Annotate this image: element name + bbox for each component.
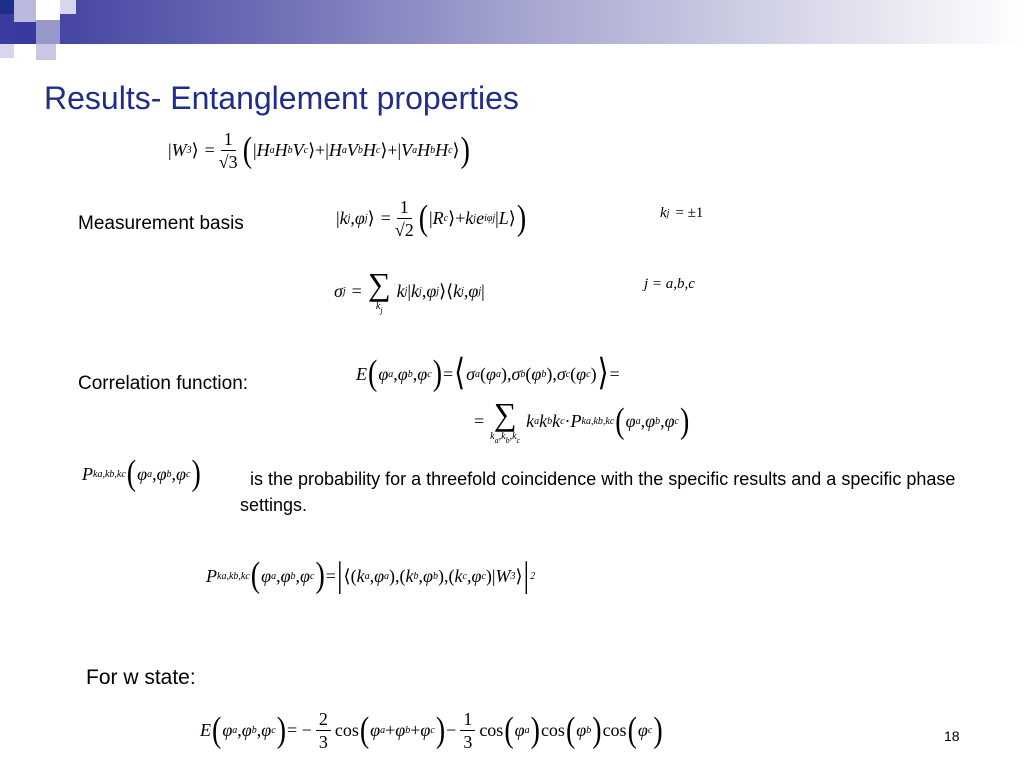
- correlation-function-label: Correlation function:: [78, 373, 249, 394]
- equation-kj: k j = ±1: [660, 205, 704, 221]
- page-number: 18: [944, 728, 960, 744]
- decorative-squares: [0, 0, 90, 70]
- equation-w-state-correlation: E ( φ a , φ b , φ c ) = − $\frac{2}{3}$ cos ( φ a + φ b + φ c ) − $\frac{1}{3}$ cos ( φ a ) cos ( φ b ) cos ( φ c ): [200, 709, 663, 752]
- equation-sigma-j: σ j = ∑ $k_j$ k j | k j , φ j ⟩⟨ k j , φ j |: [334, 266, 485, 315]
- equation-measurement-basis: | k j , φ j ⟩ = $\frac{1}{√2}$ ( | R c ⟩+ k j e iφj | L ⟩ ): [336, 197, 527, 240]
- probability-description: is the probability for a threefold coincidence with the specific results and a specific phase settings.: [240, 469, 956, 515]
- slide-title: Results- Entanglement properties: [44, 80, 519, 116]
- equation-correlation-1: E ( φ a , φ b , φ c ) = ⟨ σ a ( φ a ), σ b ( φ b ), σ c ( φ c ) ⟩ =: [356, 353, 620, 394]
- equation-j-values: j = a,b,c: [644, 276, 695, 292]
- equation-correlation-2: = ∑ $k_a,k_b,k_c$ k a k b k c · P ka,kb,kc ( φ a , φ b , φ c ): [474, 396, 690, 445]
- equation-w3-state: | W 3 ⟩ = $\frac{1}{√3}$ ( | H a H b V c ⟩+| H a V b H c ⟩+| V a H b H c ⟩ ): [168, 129, 470, 172]
- equation-probability: P ka,kb,kc ( φ a , φ b , φ c ) = | ⟨( k a , φ a ),( k b , φ b ),( k c , φ c )| W 3 ⟩ | 2: [206, 555, 536, 596]
- equation-probability-symbol: P ka,kb,kc ( φ a , φ b , φ c ): [82, 453, 201, 494]
- header-band: [0, 0, 1024, 44]
- w-state-label: For w state:: [86, 666, 196, 689]
- measurement-basis-label: Measurement basis: [78, 213, 244, 234]
